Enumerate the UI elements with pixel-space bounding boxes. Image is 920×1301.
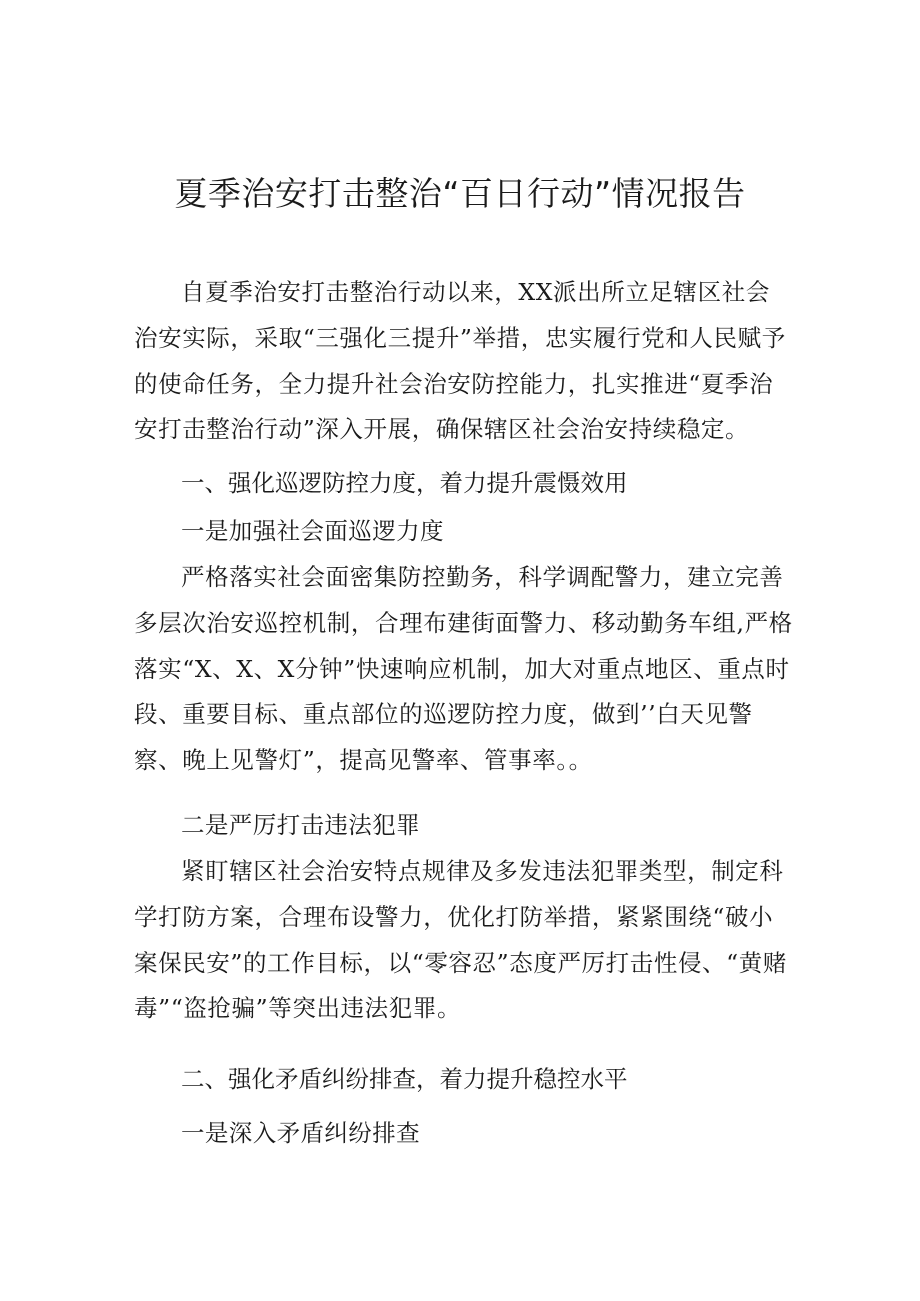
section-2-heading: 二、强化矛盾纠纷排查，着力提升稳控水平 <box>181 1065 628 1093</box>
section-1-item-2-text: 紧盯辖区社会治安特点规律及多发违法犯罪类型，制定科学打防方案，合理布设警力，优化打防举措，紧紧围绕“破小案保民安”的工作目标，以“零容忍”态度严厉打击性侵、“黄赌毒”“盗抢骗”等突出违法犯罪。 <box>134 857 787 1023</box>
section-2-item-1-subheading: 一是深入矛盾纠纷排查 <box>181 1119 420 1147</box>
section-1-item-1-text: 严格落实社会面密集防控勤务，科学调配警力，建立完善多层次治安巡控机制，合理布建街面警力、移动勤务车组,严格落实“X、X、X分钟”快速响应机制，加大对重点地区、重点时段、重要目标、重点部位的巡逻防控力度，做到’’白天见警察、晚上见警灯”，提高见警率、管事率。。 <box>134 563 793 775</box>
section-1-heading: 一、强化巡逻防控力度，着力提升震慑效用 <box>181 469 628 497</box>
section-1-item-1-subheading: 一是加强社会面巡逻力度 <box>181 517 444 545</box>
intro-paragraph: 自夏季治安打击整治行动以来，XX派出所立足辖区社会治安实际，采取“三强化三提升”举措，忠实履行党和人民赋予的使命任务，全力提升社会治安防控能力，扎实推进“夏季治安打击整治行动”深入开展，确保辖区社会治安持续稳定。 <box>134 278 786 444</box>
section-1-item-2-subheading: 二是严厉打击违法犯罪 <box>181 811 420 839</box>
document-title: 夏季治安打击整治“百日行动”情况报告 <box>174 174 746 213</box>
